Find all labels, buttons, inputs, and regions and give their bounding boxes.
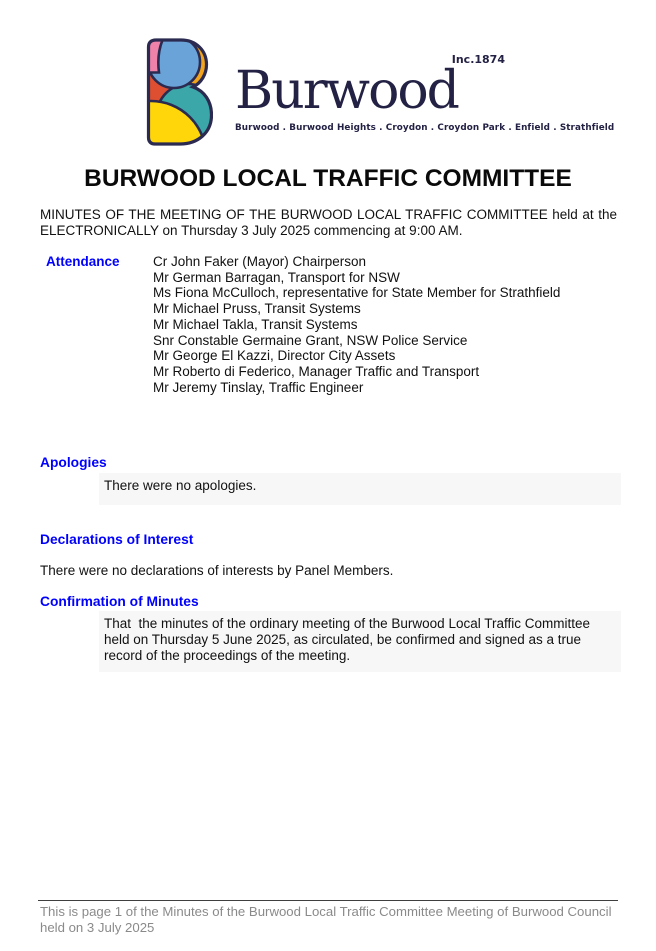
confirmation-heading: Confirmation of Minutes — [40, 594, 199, 609]
burwood-council-logo — [145, 38, 615, 146]
logo-suburbs-tagline: Burwood . Burwood Heights . Croydon . Croydon Park . Enfield . Strathfield — [235, 123, 615, 133]
footer-divider — [38, 900, 618, 901]
logo-wordmark: Burwood — [235, 61, 458, 121]
attendee-row: Mr Roberto di Federico, Manager Traffic and Transport — [153, 363, 480, 379]
attendance-label: Attendance — [46, 254, 120, 269]
attendee-row: Ms Fiona McCulloch, representative for State Member for Strathfield — [153, 285, 561, 301]
logo-text-block — [235, 38, 615, 146]
declarations-body: There were no declarations of interests by Panel Members. — [40, 563, 394, 578]
attendee-row: Mr German Barragan, Transport for NSW — [153, 269, 400, 285]
confirmation-body: That the minutes of the ordinary meeting of the Burwood Local Traffic Committee held on Thursday 5 June 2025, as circulated, be confirmed and signed as a true record of the proceedings of the meeting. — [99, 611, 621, 672]
logo-inc1874-label: Inc.1874 — [451, 53, 505, 66]
page-title: BURWOOD LOCAL TRAFFIC COMMITTEE — [84, 165, 572, 192]
attendee-row: Snr Constable Germaine Grant, NSW Police Service — [153, 332, 468, 348]
attendee-row: Mr George El Kazzi, Director City Assets — [153, 348, 396, 364]
declarations-heading: Declarations of Interest — [40, 532, 194, 547]
attendee-row: Cr John Faker (Mayor) Chairperson — [153, 254, 367, 269]
apologies-body: There were no apologies. — [99, 473, 621, 505]
attendee-row: Mr Michael Pruss, Transit Systems — [153, 301, 361, 317]
burwood-b-logo-icon — [145, 38, 213, 146]
intro-paragraph: MINUTES OF THE MEETING OF THE BURWOOD LOCAL TRAFFIC COMMITTEE held at the ELECTRONICALLY on Thursday 3 July 2025 commencing at 9:00 AM. — [40, 207, 617, 238]
attendee-row: Mr Michael Takla, Transit Systems — [153, 316, 358, 332]
apologies-heading: Apologies — [40, 455, 107, 470]
attendance-section — [46, 254, 560, 395]
footer-page-note: This is page 1 of the Minutes of the Burwood Local Traffic Committee Meeting of Burwood Council held on 3 July 2025 — [40, 904, 612, 935]
attendance-list — [153, 254, 560, 395]
attendee-row: Mr Jeremy Tinslay, Traffic Engineer — [153, 379, 364, 395]
